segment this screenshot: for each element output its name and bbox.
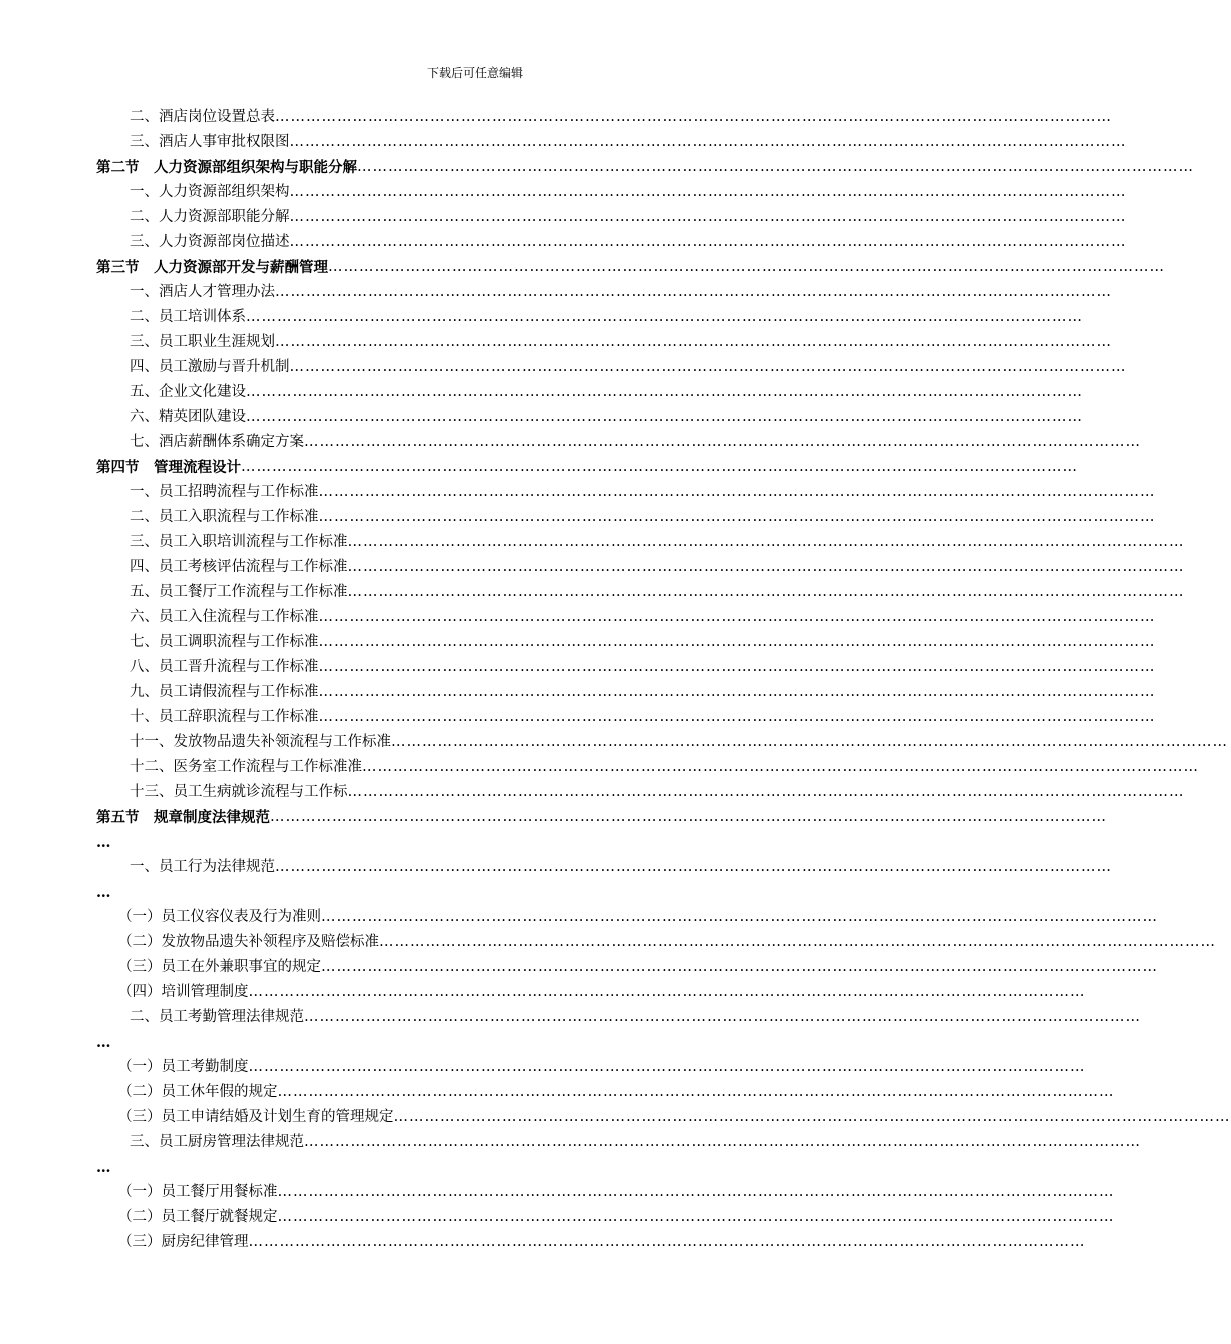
toc-entry-title: 一、酒店人才管理办法: [130, 284, 275, 300]
toc-leader-dots: ………………………………………………………………………………………………………………………………………………: [393, 1109, 1231, 1125]
toc-entry[interactable]: [96, 105, 1112, 130]
toc-entry-title: （一）员工考勤制度: [118, 1059, 249, 1075]
toc-entry-title: （四）培训管理制度: [118, 984, 249, 1000]
toc-entry-title: 三、人力资源部岗位描述: [130, 234, 290, 250]
toc-entry[interactable]: [96, 855, 1112, 905]
toc-entry[interactable]: [96, 580, 1185, 605]
toc-entry-title: 一、员工招聘流程与工作标准: [130, 484, 319, 500]
toc-entry-title: （二）员工餐厅就餐规定: [118, 1209, 278, 1225]
toc-leader-dots: ………………………………………………………………………………………………………………………………………………: [289, 134, 1127, 150]
toc-entry-title: （三）员工在外兼职事宜的规定: [118, 959, 321, 975]
toc-leader-wrap: …: [96, 834, 111, 851]
toc-entry-title: 三、员工厨房管理法律规范: [130, 1134, 304, 1150]
toc-leader-dots: ………………………………………………………………………………………………………………………………………………: [289, 359, 1127, 375]
toc-leader-dots: ………………………………………………………………………………………………………………………………………………: [277, 1184, 1115, 1200]
toc-entry[interactable]: [96, 530, 1185, 555]
table-of-contents: [96, 105, 1231, 1255]
toc-entry-title: （三）厨房纪律管理: [118, 1234, 249, 1250]
toc-leader-dots: ………………………………………………………………………………………………………………………………………………: [391, 734, 1228, 750]
toc-leader-dots: ………………………………………………………………………………………………………………………………………………: [277, 1209, 1115, 1225]
toc-entry[interactable]: [96, 305, 1083, 330]
toc-entry-title: 三、员工入职培训流程与工作标准: [130, 534, 348, 550]
toc-leader-dots: ………………………………………………………………………………………………………………………………………………: [318, 634, 1156, 650]
toc-entry[interactable]: [96, 1180, 1115, 1205]
toc-entry[interactable]: [96, 280, 1112, 305]
toc-entry[interactable]: [96, 405, 1083, 430]
toc-entry-title: 一、人力资源部组织架构: [130, 184, 290, 200]
toc-entry-title: 六、员工入住流程与工作标准: [130, 609, 319, 625]
toc-leader-dots: ………………………………………………………………………………………………………………………………………………: [347, 534, 1185, 550]
toc-entry[interactable]: [96, 680, 1156, 705]
toc-entry-title: 二、员工考勤管理法律规范: [130, 1009, 304, 1025]
toc-entry-title: 二、员工培训体系: [130, 309, 246, 325]
toc-entry[interactable]: [96, 480, 1156, 505]
toc-leader-dots: ………………………………………………………………………………………………………………………………………………: [347, 584, 1185, 600]
toc-leader-dots: ………………………………………………………………………………………………………………………………………………: [289, 234, 1127, 250]
toc-entry-title: 四、员工考核评估流程与工作标准: [130, 559, 348, 575]
toc-entry-title: 第二节 人力资源部组织架构与职能分解: [96, 159, 357, 176]
toc-leader-dots: ………………………………………………………………………………………………………………………………………………: [328, 259, 1165, 275]
toc-leader-wrap: …: [96, 1159, 111, 1176]
toc-leader-dots: ………………………………………………………………………………………………………………………………………………: [289, 184, 1127, 200]
toc-leader-dots: ………………………………………………………………………………………………………………………………………………: [321, 909, 1158, 925]
toc-section-entry[interactable]: [96, 255, 1165, 280]
toc-entry-title: 六、精英团队建设: [130, 409, 246, 425]
toc-leader-dots: ………………………………………………………………………………………………………………………………………………: [362, 759, 1199, 775]
toc-leader-dots: ………………………………………………………………………………………………………………………………………………: [289, 209, 1127, 225]
page-header: 下载后可任意编辑: [426, 66, 523, 80]
toc-entry-title: 十、员工辞职流程与工作标准: [130, 709, 319, 725]
toc-section-entry[interactable]: [96, 455, 1078, 480]
toc-leader-dots: ………………………………………………………………………………………………………………………………………………: [347, 559, 1185, 575]
toc-entry[interactable]: [96, 655, 1156, 680]
toc-leader-dots: ………………………………………………………………………………………………………………………………………………: [270, 809, 1107, 825]
toc-entry[interactable]: [96, 180, 1127, 205]
toc-leader-dots: ………………………………………………………………………………………………………………………………………………: [304, 434, 1141, 450]
toc-leader-dots: ………………………………………………………………………………………………………………………………………………: [277, 1084, 1115, 1100]
toc-entry[interactable]: [96, 730, 1228, 755]
toc-leader-dots: ………………………………………………………………………………………………………………………………………………: [246, 384, 1083, 400]
toc-entry-title: 十三、员工生病就诊流程与工作标: [130, 784, 348, 800]
toc-leader-dots: ………………………………………………………………………………………………………………………………………………: [246, 409, 1083, 425]
toc-leader-dots: ………………………………………………………………………………………………………………………………………………: [248, 984, 1086, 1000]
toc-leader-dots: ………………………………………………………………………………………………………………………………………………: [275, 859, 1112, 875]
toc-leader-dots: ………………………………………………………………………………………………………………………………………………: [248, 1059, 1086, 1075]
toc-leader-dots: ………………………………………………………………………………………………………………………………………………: [304, 1134, 1141, 1150]
toc-entry-title: 三、员工职业生涯规划: [130, 334, 275, 350]
toc-leader-dots: ………………………………………………………………………………………………………………………………………………: [318, 659, 1156, 675]
toc-entry[interactable]: [96, 555, 1185, 580]
toc-entry-title: （二）员工休年假的规定: [118, 1084, 278, 1100]
toc-entry[interactable]: [96, 130, 1127, 155]
toc-entry[interactable]: [96, 205, 1127, 230]
toc-leader-dots: ………………………………………………………………………………………………………………………………………………: [318, 609, 1156, 625]
toc-leader-dots: ………………………………………………………………………………………………………………………………………………: [379, 934, 1216, 950]
toc-entry[interactable]: [96, 1105, 1231, 1130]
toc-entry[interactable]: [96, 930, 1216, 955]
toc-leader-dots: ………………………………………………………………………………………………………………………………………………: [275, 284, 1112, 300]
toc-leader-dots: ………………………………………………………………………………………………………………………………………………: [318, 709, 1156, 725]
toc-entry[interactable]: [96, 1055, 1086, 1080]
toc-entry-title: 十一、发放物品遗失补领流程与工作标准: [130, 734, 391, 750]
toc-leader-dots: ………………………………………………………………………………………………………………………………………………: [318, 509, 1156, 525]
toc-entry[interactable]: [96, 1205, 1115, 1230]
toc-leader-dots: ………………………………………………………………………………………………………………………………………………: [321, 959, 1158, 975]
toc-entry-title: 四、员工激励与晋升机制: [130, 359, 290, 375]
toc-entry-title: 第四节 管理流程设计: [96, 459, 241, 476]
toc-entry[interactable]: [96, 1230, 1086, 1255]
toc-entry-title: 第三节 人力资源部开发与薪酬管理: [96, 259, 328, 276]
toc-leader-dots: ………………………………………………………………………………………………………………………………………………: [318, 484, 1156, 500]
toc-leader-dots: ………………………………………………………………………………………………………………………………………………: [357, 159, 1194, 175]
toc-leader-dots: ………………………………………………………………………………………………………………………………………………: [304, 1009, 1141, 1025]
toc-entry-title: （三）员工申请结婚及计划生育的管理规定: [118, 1109, 394, 1125]
toc-entry-title: 五、员工餐厅工作流程与工作标准: [130, 584, 348, 600]
toc-leader-wrap: …: [96, 884, 111, 901]
toc-entry[interactable]: [96, 905, 1158, 930]
toc-entry-title: 二、人力资源部职能分解: [130, 209, 290, 225]
toc-entry-title: 二、员工入职流程与工作标准: [130, 509, 319, 525]
toc-entry-title: 五、企业文化建设: [130, 384, 246, 400]
toc-section-entry[interactable]: [96, 805, 1107, 855]
toc-entry-title: （一）员工仪容仪表及行为准则: [118, 909, 321, 925]
toc-leader-dots: ………………………………………………………………………………………………………………………………………………: [275, 109, 1112, 125]
toc-entry-title: 第五节 规章制度法律规范: [96, 809, 270, 826]
toc-entry[interactable]: [96, 230, 1127, 255]
toc-entry-title: 一、员工行为法律规范: [130, 859, 275, 875]
toc-entry-title: 八、员工晋升流程与工作标准: [130, 659, 319, 675]
toc-entry[interactable]: [96, 955, 1158, 980]
toc-entry[interactable]: [96, 1130, 1141, 1180]
toc-entry-title: 七、员工调职流程与工作标准: [130, 634, 319, 650]
toc-entry[interactable]: [96, 505, 1156, 530]
toc-entry[interactable]: [96, 755, 1199, 780]
toc-section-entry[interactable]: [96, 155, 1194, 180]
toc-leader-dots: ………………………………………………………………………………………………………………………………………………: [275, 334, 1112, 350]
toc-entry[interactable]: [96, 430, 1141, 455]
toc-entry-title: 七、酒店薪酬体系确定方案: [130, 434, 304, 450]
toc-leader-dots: ………………………………………………………………………………………………………………………………………………: [318, 684, 1156, 700]
toc-entry-title: 三、酒店人事审批权限图: [130, 134, 290, 150]
toc-entry[interactable]: [96, 330, 1112, 355]
toc-entry[interactable]: [96, 705, 1156, 730]
toc-entry-title: 九、员工请假流程与工作标准: [130, 684, 319, 700]
toc-entry[interactable]: [96, 630, 1156, 655]
toc-entry[interactable]: [96, 355, 1127, 380]
toc-entry-title: （二）发放物品遗失补领程序及赔偿标准: [118, 934, 379, 950]
toc-entry-title: 十二、医务室工作流程与工作标准准: [130, 759, 362, 775]
toc-entry-title: 二、酒店岗位设置总表: [130, 109, 275, 125]
toc-entry[interactable]: [96, 1080, 1115, 1105]
toc-leader-wrap: …: [96, 1034, 111, 1051]
toc-entry-title: （一）员工餐厅用餐标准: [118, 1184, 278, 1200]
toc-entry[interactable]: [96, 980, 1086, 1005]
toc-entry[interactable]: [96, 1005, 1141, 1055]
toc-leader-dots: ………………………………………………………………………………………………………………………………………………: [248, 1234, 1086, 1250]
toc-leader-dots: ………………………………………………………………………………………………………………………………………………: [246, 309, 1083, 325]
toc-leader-dots: ………………………………………………………………………………………………………………………………………………: [241, 459, 1078, 475]
toc-leader-dots: ………………………………………………………………………………………………………………………………………………: [347, 784, 1185, 800]
toc-entry[interactable]: [96, 605, 1156, 630]
toc-entry[interactable]: [96, 780, 1185, 805]
toc-entry[interactable]: [96, 380, 1083, 405]
